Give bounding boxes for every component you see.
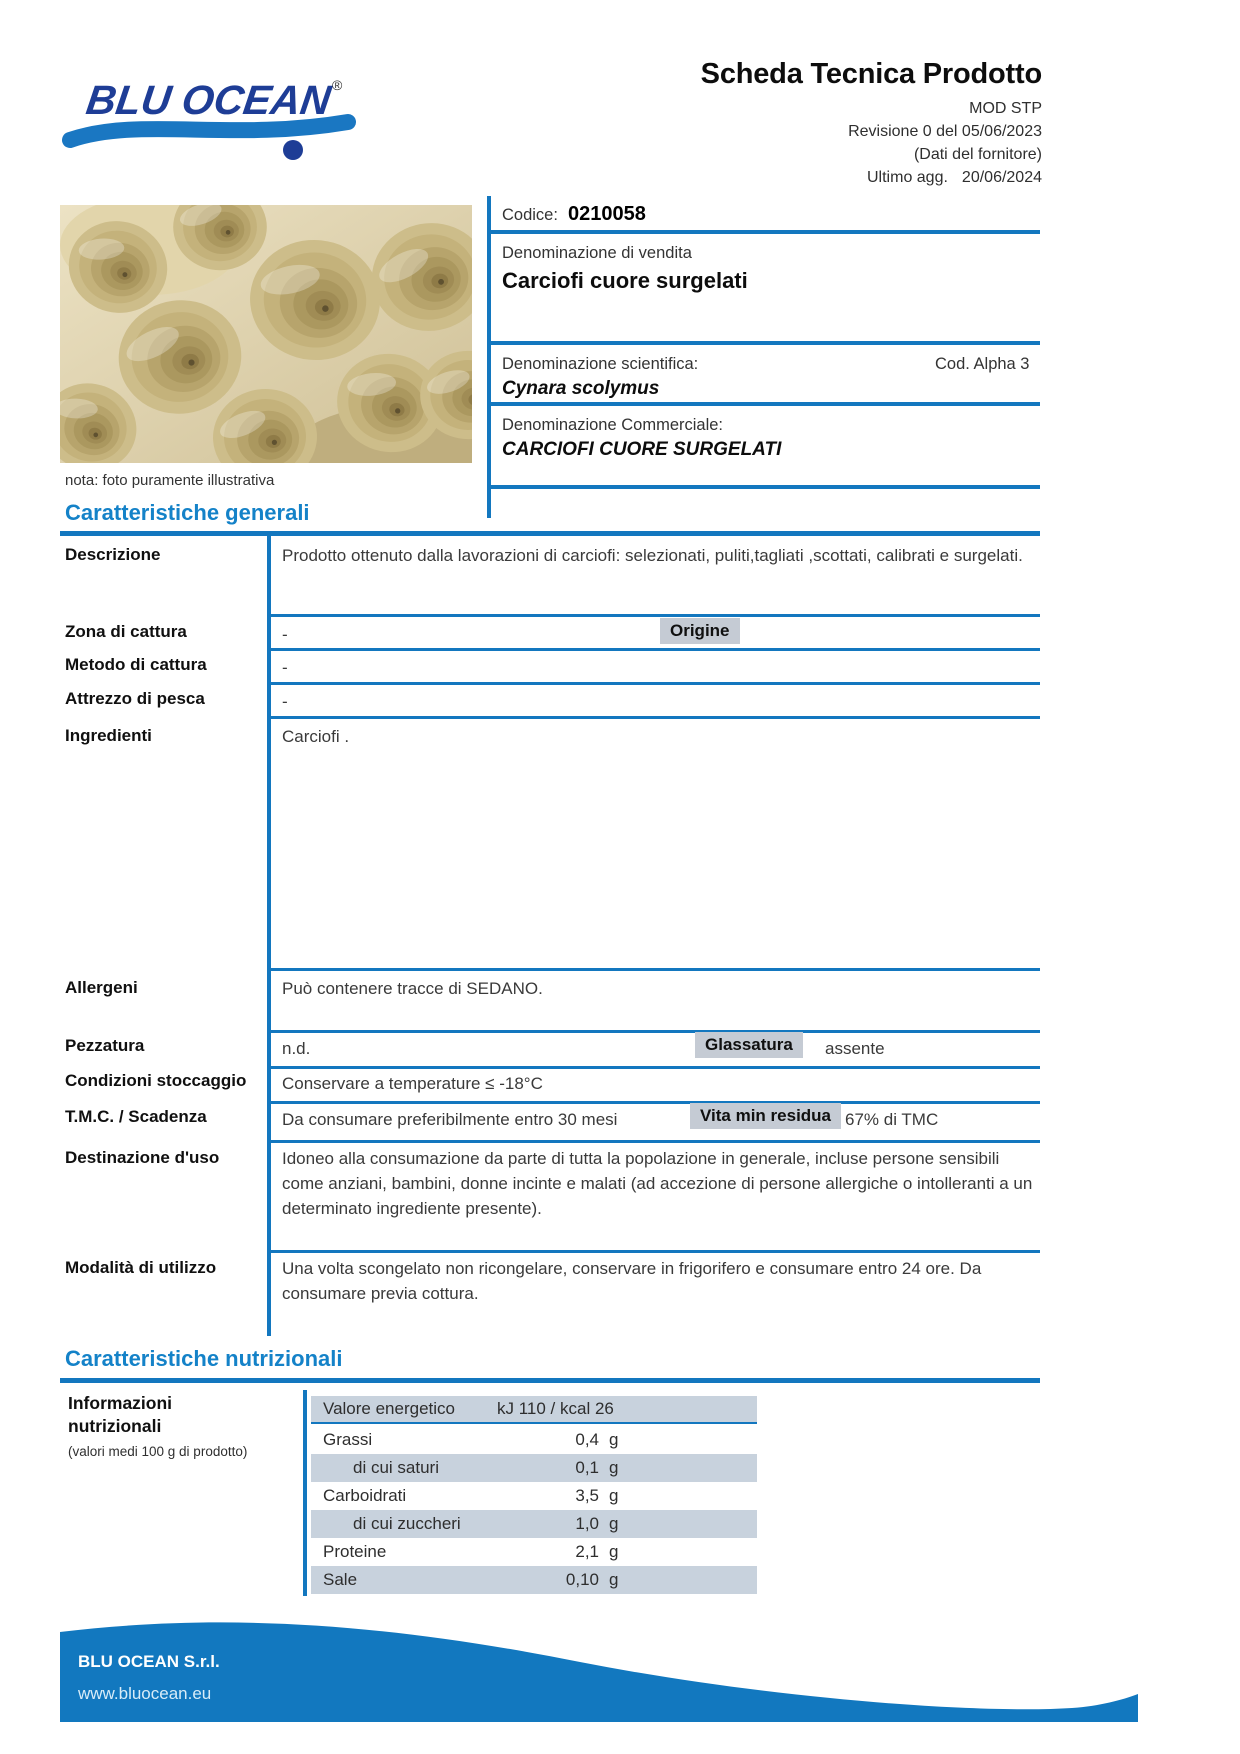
- row-label-ingredienti: Ingredienti: [65, 726, 152, 745]
- registered-mark-icon: ®: [332, 77, 343, 93]
- nutrition-value: 2,1: [575, 1542, 599, 1561]
- row-divider: [267, 614, 1040, 617]
- row-divider: [267, 682, 1040, 685]
- nutrition-unit: g: [609, 1542, 619, 1561]
- nutrition-label: Carboidrati: [323, 1486, 407, 1505]
- row-divider: [267, 1066, 1040, 1069]
- row-value-allergeni: Può contenere tracce di SEDANO.: [282, 979, 543, 998]
- row-divider: [267, 1101, 1040, 1104]
- divider: [487, 230, 1040, 234]
- divider: [487, 485, 1040, 489]
- blu-ocean-logo-graphic: [60, 62, 360, 167]
- row-label-attrezzo: Attrezzo di pesca: [65, 689, 205, 708]
- nutrition-value: 3,5: [575, 1486, 599, 1505]
- row-value-destinazione: Idoneo alla consumazione da parte di tutta la popolazione in generale, incluse persone sensibili come anziani, bambini, donne incinte e malati (ad accezione di persone allergiche o intolleranti a un determinato ingrediente presente).: [282, 1149, 1033, 1218]
- nutrition-row-salt: [311, 1566, 757, 1594]
- nutrition-label: Valore energetico: [323, 1399, 455, 1418]
- nutrition-label: Proteine: [323, 1542, 387, 1561]
- nutrition-value: 0,1: [575, 1458, 599, 1477]
- row-divider: [267, 716, 1040, 719]
- commercial-name: CARCIOFI CUORE SURGELATI: [502, 439, 782, 460]
- row-value-modalita: Una volta scongelato non ricongelare, conservare in frigorifero e consumare entro 24 ore. Da consumare previa cottura.: [282, 1259, 982, 1303]
- divider: [487, 402, 1040, 406]
- doc-supplier-note: (Dati del fornitore): [913, 146, 1042, 163]
- nutrition-label: di cui saturi: [353, 1458, 439, 1477]
- nutrition-value: 0,10: [565, 1570, 599, 1589]
- row-divider: [267, 1030, 1040, 1033]
- doc-last-update: [867, 169, 1042, 187]
- commercial-name-label: Denominazione Commerciale:: [502, 416, 724, 434]
- divider: [487, 341, 1040, 345]
- photo-note: nota: foto puramente illustrativa: [65, 472, 275, 489]
- row-label-allergeni: Allergeni: [65, 978, 138, 997]
- row-value-descrizione: Prodotto ottenuto dalla lavorazioni di carciofi: selezionati, puliti,tagliati ,scottati, calibrati e surgelati.: [282, 546, 1023, 565]
- scientific-name-label: Denominazione scientifica:: [502, 355, 699, 373]
- nutrition-row-saturated: [311, 1454, 757, 1482]
- row-label-pezzatura: Pezzatura: [65, 1036, 145, 1055]
- nutrition-column-divider: [303, 1390, 307, 1596]
- section-rule: [60, 531, 1040, 536]
- row-label-metodo: Metodo di cattura: [65, 655, 207, 674]
- sale-name-label: Denominazione di vendita: [502, 244, 692, 262]
- nutrition-unit: g: [609, 1458, 619, 1477]
- row-label-stoccaggio: Condizioni stoccaggio: [65, 1071, 247, 1090]
- code-value: 0210058: [568, 203, 646, 225]
- product-photo: [60, 205, 472, 463]
- general-section-heading: Caratteristiche generali: [65, 500, 310, 525]
- glassatura-value: assente: [825, 1039, 885, 1058]
- row-divider: [267, 1250, 1040, 1253]
- nutrition-unit: g: [609, 1430, 619, 1449]
- nutrition-unit: g: [609, 1570, 619, 1589]
- row-value-attrezzo: -: [282, 692, 288, 711]
- nutrition-unit: g: [609, 1514, 619, 1533]
- glassatura-badge: Glassatura: [695, 1032, 803, 1058]
- row-value-zona: -: [282, 625, 288, 644]
- nutrition-value: kJ 110 / kcal 26: [497, 1399, 614, 1418]
- footer-company: BLU OCEAN S.r.l.: [78, 1652, 220, 1671]
- row-label-modalita: Modalità di utilizzo: [65, 1258, 217, 1277]
- row-label-zona: Zona di cattura: [65, 622, 187, 641]
- footer: [60, 1610, 1138, 1722]
- nutrition-label: di cui zuccheri: [353, 1514, 461, 1533]
- row-divider: [267, 968, 1040, 971]
- row-value-ingredienti: Carciofi .: [282, 727, 350, 746]
- nutrition-row-energy: [311, 1396, 757, 1424]
- doc-revision: Revisione 0 del 05/06/2023: [848, 123, 1042, 140]
- blu-ocean-logo: [60, 62, 360, 167]
- section-rule: [60, 1378, 1040, 1383]
- row-value-pezzatura: n.d.: [282, 1039, 311, 1058]
- artichoke-hearts-illustration: [60, 205, 472, 463]
- doc-last-update-date: 20/06/2024: [961, 169, 1042, 186]
- nutrition-label: Grassi: [323, 1430, 373, 1449]
- table-column-divider: [267, 536, 271, 1336]
- code-label: Codice:: [502, 206, 558, 224]
- logo-wordmark: BLU OCEAN: [83, 77, 334, 123]
- logo-wave-icon: [70, 122, 348, 140]
- footer-website: www.bluocean.eu: [78, 1684, 212, 1703]
- nutrition-section-heading: Caratteristiche nutrizionali: [65, 1346, 343, 1371]
- row-label-descrizione: Descrizione: [65, 545, 161, 564]
- row-divider: [267, 1140, 1040, 1143]
- origine-badge: Origine: [660, 618, 740, 644]
- row-label-destinazione: Destinazione d'uso: [65, 1148, 220, 1167]
- nutrition-row-fat: [311, 1426, 757, 1454]
- nutrition-row-carbs: [311, 1482, 757, 1510]
- nutrition-value: 1,0: [575, 1514, 599, 1533]
- nutrition-row-protein: [311, 1538, 757, 1566]
- row-value-tmc: Da consumare preferibilmente entro 30 mesi: [282, 1110, 618, 1129]
- footer-wave-icon: [60, 1610, 1138, 1722]
- nutrition-row-sugars: [311, 1510, 757, 1538]
- sale-name: Carciofi cuore surgelati: [502, 268, 748, 293]
- doc-mod: MOD STP: [969, 100, 1042, 117]
- row-divider: [267, 648, 1040, 651]
- nutrition-info-title: Informazioni nutrizionali: [68, 1393, 173, 1436]
- row-value-stoccaggio: Conservare a temperature ≤ -18°C: [282, 1074, 543, 1093]
- logo-dot-icon: [283, 140, 303, 160]
- info-box-left-border: [487, 196, 491, 518]
- nutrition-unit: g: [609, 1486, 619, 1505]
- doc-last-update-label: Ultimo agg.: [867, 169, 948, 186]
- nutrition-value: 0,4: [575, 1430, 599, 1449]
- alpha-code: Cod. Alpha 3: [935, 355, 1030, 373]
- vita-min-residua-badge: Vita min residua: [690, 1103, 841, 1129]
- nutrition-info-note: (valori medi 100 g di prodotto): [68, 1444, 248, 1459]
- scientific-name: Cynara scolymus: [502, 378, 660, 399]
- vita-min-residua-value: 67% di TMC: [845, 1110, 939, 1129]
- row-label-tmc: T.M.C. / Scadenza: [65, 1107, 207, 1126]
- nutrition-label: Sale: [323, 1570, 358, 1589]
- page-title: Scheda Tecnica Prodotto: [700, 58, 1042, 90]
- row-value-metodo: -: [282, 658, 288, 677]
